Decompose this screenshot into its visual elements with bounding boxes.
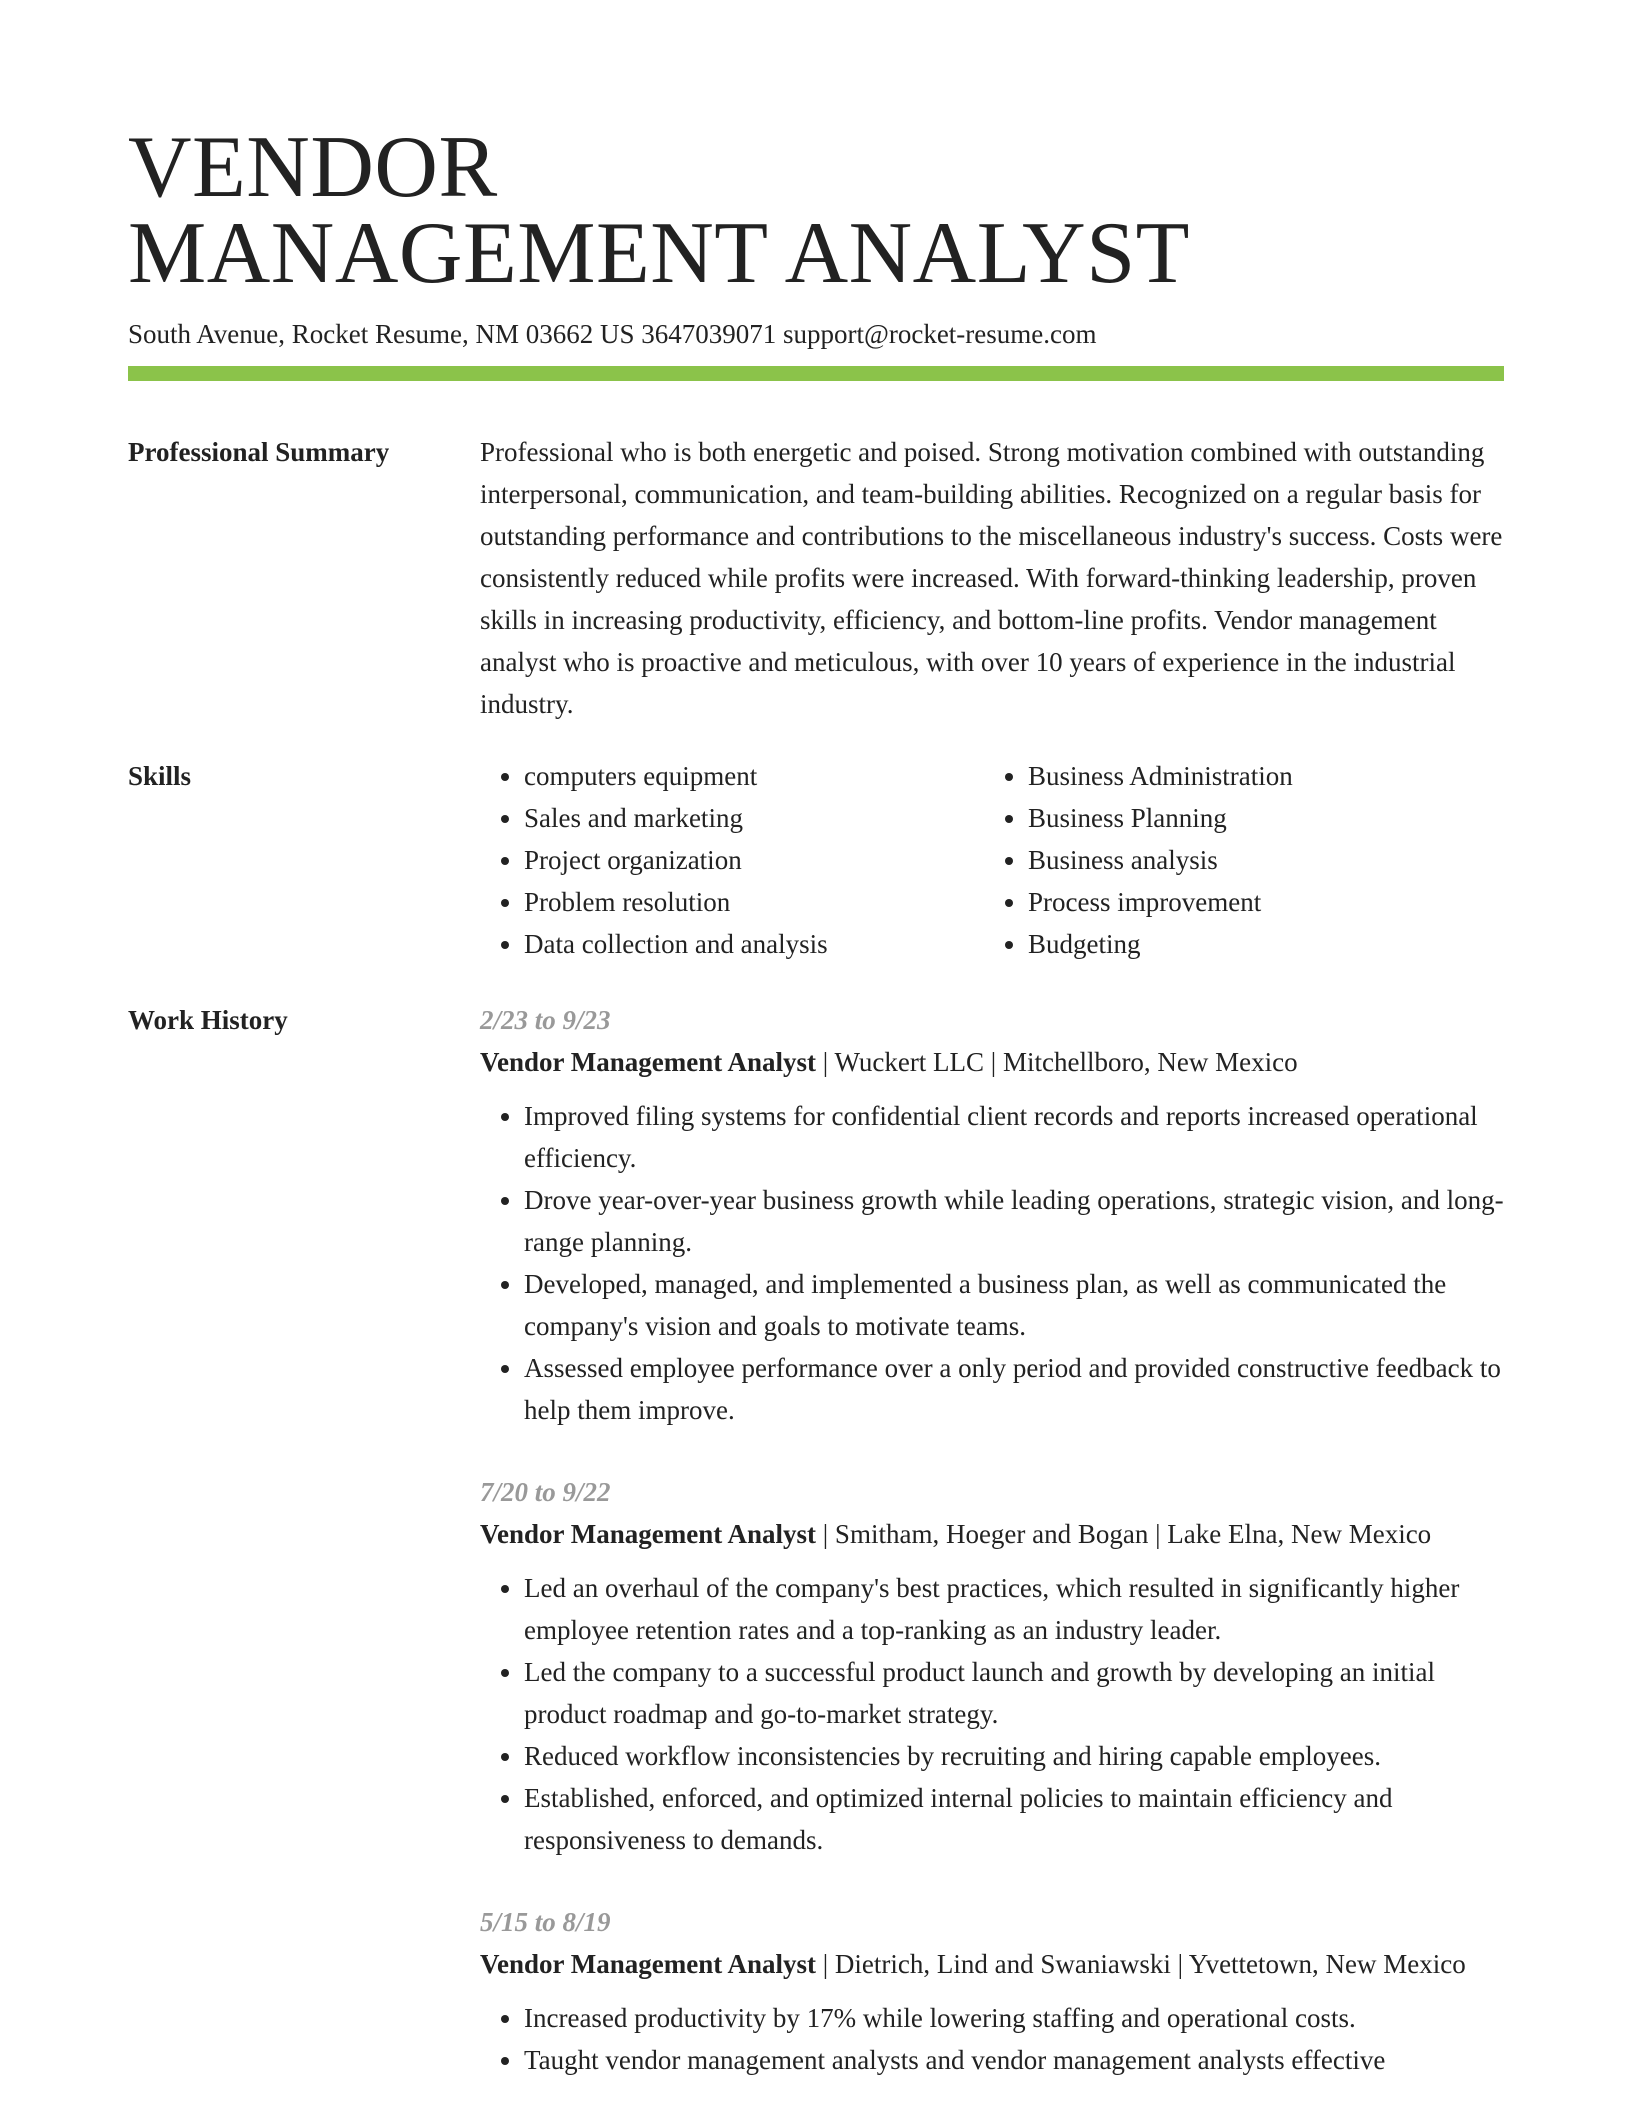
job-bullet: • Drove year-over-year business growth while leading operations, strategic vision, and long-range planning.: [524, 1179, 1504, 1263]
job-heading: [480, 1513, 1504, 1555]
section-label-skills: Skills: [128, 761, 192, 791]
contact-info: South Avenue, Rocket Resume, NM 03662 US 3647039071 support@rocket-resume.com: [128, 319, 1097, 349]
work-history-body: [480, 999, 1504, 2121]
job-heading: [480, 1041, 1504, 1083]
job-bullet: • Led the company to a successful product launch and growth by developing an initial product roadmap and go-to-market strategy.: [524, 1651, 1504, 1735]
skill-item: • Business Administration: [1028, 755, 1488, 797]
job-bullet: • Taught vendor management analysts and vendor management analysts effective: [524, 2039, 1504, 2081]
skill-item: • Business Planning: [1028, 797, 1488, 839]
job-title: Vendor Management Analyst: [480, 1519, 817, 1549]
resume-title: [128, 119, 1504, 302]
skills-section: [128, 755, 1504, 965]
job-details: | Wuckert LLC | Mitchellboro, New Mexico: [816, 1047, 1298, 1077]
job-bullets: [480, 1567, 1504, 1861]
job-bullets: [480, 1095, 1504, 1431]
job-bullet: • Increased productivity by 17% while lowering staffing and operational costs.: [524, 1997, 1504, 2039]
resume-page: [128, 119, 1504, 2121]
job-heading: [480, 1943, 1504, 1985]
professional-summary-section: [128, 431, 1504, 725]
title-line-2: MANAGEMENT ANALYST: [128, 205, 1190, 302]
skill-item: • Data collection and analysis: [524, 923, 984, 965]
title-line-1: VENDOR: [128, 119, 498, 216]
job-dates: 7/20 to 9/22: [480, 1477, 611, 1507]
job-bullet: • Improved filing systems for confidential client records and reports increased operational efficiency.: [524, 1095, 1504, 1179]
job-bullet: • Reduced workflow inconsistencies by recruiting and hiring capable employees.: [524, 1735, 1504, 1777]
section-label-summary: Professional Summary: [128, 437, 390, 467]
skills-list-left: [480, 755, 984, 965]
work-history-section: [128, 999, 1504, 2121]
skill-item: • Business analysis: [1028, 839, 1488, 881]
job-bullet: • Developed, managed, and implemented a business plan, as well as communicated the company's vision and goals to motivate teams.: [524, 1263, 1504, 1347]
job-bullet: • Assessed employee performance over a only period and provided constructive feedback to help them improve.: [524, 1347, 1504, 1431]
job-entry: [480, 999, 1504, 1431]
skills-columns: [480, 755, 1504, 965]
summary-text: Professional who is both energetic and poised. Strong motivation combined with outstanding interpersonal, communication, and team-building abilities. Recognized on a regular basis for outstanding performance and contributions to the miscellaneous industry's success. Costs were consistently reduced while profits were increased. With forward-thinking leadership, proven skills in increasing productivity, efficiency, and bottom-line profits. Vendor management analyst who is proactive and meticulous, with over 10 years of experience in the industrial industry.: [480, 437, 1503, 719]
job-details: | Smitham, Hoeger and Bogan | Lake Elna, New Mexico: [816, 1519, 1432, 1549]
job-title: Vendor Management Analyst: [480, 1047, 817, 1077]
job-details: | Dietrich, Lind and Swaniawski | Yvettetown, New Mexico: [816, 1949, 1466, 1979]
job-bullet: • Led an overhaul of the company's best practices, which resulted in significantly higher employee retention rates and a top-ranking as an industry leader.: [524, 1567, 1504, 1651]
skill-item: • Sales and marketing: [524, 797, 984, 839]
job-entry: [480, 1471, 1504, 1861]
job-title: Vendor Management Analyst: [480, 1949, 817, 1979]
skill-item: • Problem resolution: [524, 881, 984, 923]
job-bullet: • Established, enforced, and optimized internal policies to maintain efficiency and responsiveness to demands.: [524, 1777, 1504, 1861]
section-label-work: Work History: [128, 1005, 288, 1035]
skills-list-right: [984, 755, 1488, 965]
skill-item: • Project organization: [524, 839, 984, 881]
job-entry: [480, 1901, 1504, 2081]
job-dates: 5/15 to 8/19: [480, 1907, 611, 1937]
skill-item: • Budgeting: [1028, 923, 1488, 965]
skill-item: • Process improvement: [1028, 881, 1488, 923]
accent-divider: [128, 366, 1504, 381]
job-bullets: [480, 1997, 1504, 2081]
job-dates: 2/23 to 9/23: [480, 1005, 611, 1035]
skill-item: • computers equipment: [524, 755, 984, 797]
